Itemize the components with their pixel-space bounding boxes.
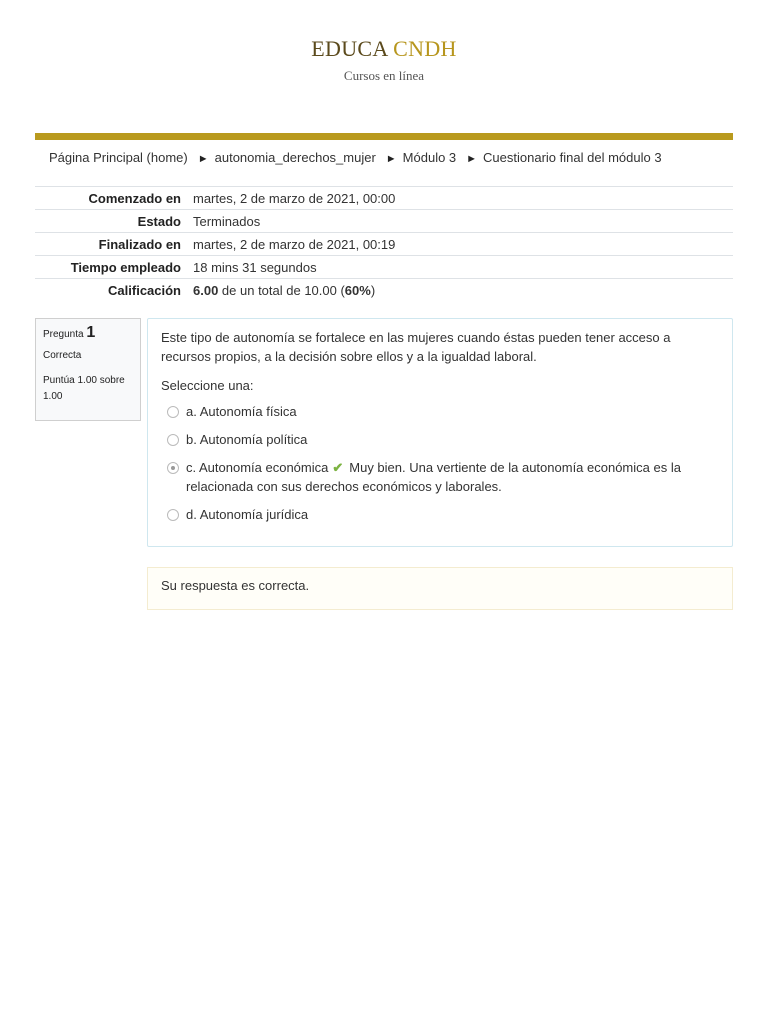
general-feedback-box (147, 567, 733, 610)
question-number (43, 324, 133, 342)
summary-value: martes, 2 de marzo de 2021, 00:19 (193, 236, 396, 252)
question-formulation (147, 318, 733, 547)
question-label: Pregunta (43, 329, 84, 340)
summary-label: Estado (137, 213, 181, 229)
summary-row-state (35, 210, 733, 233)
question-state: Correcta (43, 350, 82, 361)
site-tagline: Cursos en línea (343, 68, 425, 83)
correct-check-icon: ✔ (332, 460, 344, 475)
question-info-panel (35, 318, 141, 421)
radio-button-selected[interactable] (167, 462, 179, 474)
general-feedback-text: Su respuesta es correcta. (161, 578, 310, 593)
summary-label: Finalizado en (98, 236, 181, 252)
summary-label: Calificación (108, 282, 181, 298)
answer-content (186, 458, 719, 496)
answer-label: d. Autonomía jurídica (186, 507, 309, 522)
breadcrumb-arrow-icon: ► (385, 153, 397, 165)
breadcrumb (49, 150, 662, 165)
breadcrumb-course[interactable]: autonomia_derechos_mujer (214, 150, 376, 165)
answer-label: c. Autonomía económica (186, 460, 329, 475)
question-text: Este tipo de autonomía se fortalece en las mujeres cuando éstas pueden tener acceso a recursos propios, a la decisión sobre ellos y a la igualdad laboral. (161, 330, 671, 364)
summary-row-time-taken (35, 256, 733, 279)
radio-button[interactable] (167, 406, 179, 418)
answer-specific-feedback: Muy bien. Una vertiente de la autonomía económica es la relacionada con sus derechos económicos y laborales. (186, 460, 681, 494)
breadcrumb-module[interactable]: Módulo 3 (402, 150, 457, 165)
answer-option-a (161, 402, 719, 421)
question-number-value: 1 (86, 324, 96, 341)
answer-option-b (161, 430, 719, 449)
radio-button[interactable] (167, 434, 179, 446)
header-divider-bar (35, 133, 733, 140)
answer-label: b. Autonomía política (186, 432, 308, 447)
breadcrumb-arrow-icon: ► (197, 153, 209, 165)
logo-text-cndh: CNDH (393, 36, 457, 61)
grade-value: 6.00 (193, 282, 219, 298)
answer-options (161, 402, 719, 524)
answer-label: a. Autonomía física (186, 404, 297, 419)
summary-value: martes, 2 de marzo de 2021, 00:00 (193, 190, 396, 206)
answer-prompt: Seleccione una: (161, 378, 254, 393)
site-header (0, 36, 768, 84)
question-grade: Puntúa 1.00 sobre 1.00 (43, 375, 125, 402)
attempt-summary-table (35, 186, 733, 301)
summary-value: Terminados (193, 213, 261, 229)
summary-row-grade (35, 279, 733, 302)
summary-row-started (35, 187, 733, 210)
breadcrumb-home[interactable]: Página Principal (home) (49, 150, 188, 165)
summary-label: Comenzado en (88, 190, 181, 206)
summary-row-finished (35, 233, 733, 256)
grade-close: ) (370, 282, 376, 298)
summary-value (187, 279, 733, 302)
breadcrumb-arrow-icon: ► (466, 153, 478, 165)
summary-value: 18 mins 31 segundos (193, 259, 317, 275)
grade-total: de un total de 10.00 ( (218, 282, 345, 298)
radio-button[interactable] (167, 509, 179, 521)
summary-label: Tiempo empleado (70, 259, 181, 275)
answer-option-c (161, 458, 719, 496)
grade-percent: 60% (344, 282, 371, 298)
site-logo[interactable] (0, 36, 768, 62)
breadcrumb-quiz[interactable]: Cuestionario final del módulo 3 (483, 150, 662, 165)
answer-option-d (161, 505, 719, 524)
logo-text-educa: EDUCA (311, 36, 388, 61)
